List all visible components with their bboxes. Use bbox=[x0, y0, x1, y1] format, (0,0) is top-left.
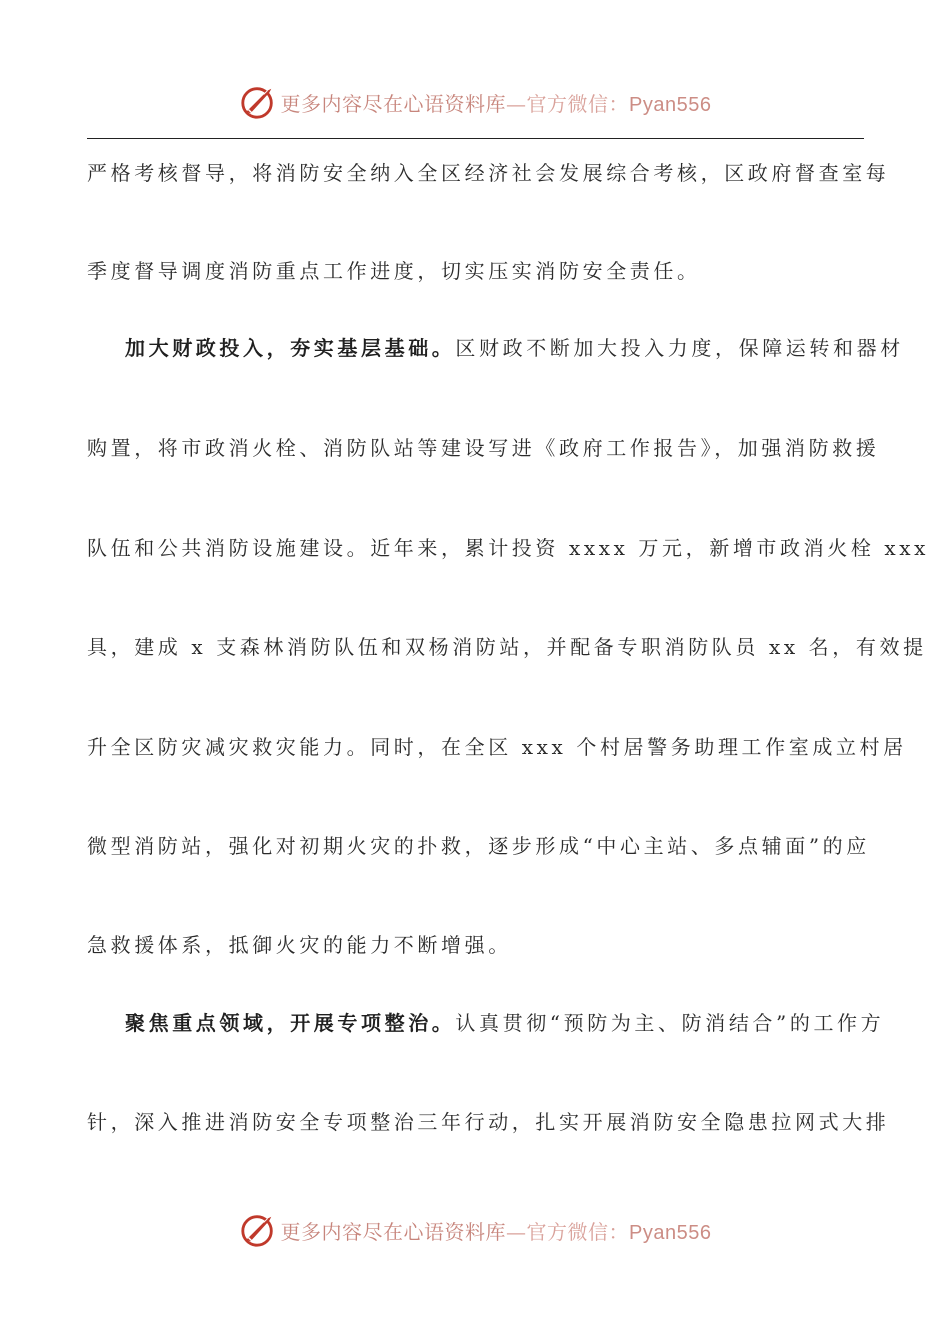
paragraph-2-lead: 加大财政投入，夯实基层基础。 bbox=[125, 336, 456, 360]
paragraph-3-first-line: 聚焦重点领域，开展专项整治。认真贯彻“预防为主、防消结合”的工作方 bbox=[125, 1011, 885, 1035]
header-banner-text: 更多内容尽在心语资料库—官方微信：Pyan556 bbox=[280, 91, 712, 116]
header-banner bbox=[0, 80, 950, 124]
body-line: 针，深入推进消防安全专项整治三年行动，扎实开展消防安全隐患拉网式大排 bbox=[87, 1110, 890, 1134]
footer-banner bbox=[0, 1208, 950, 1252]
quill-logo-icon bbox=[239, 1211, 277, 1249]
footer-banner-text: 更多内容尽在心语资料库—官方微信：Pyan556 bbox=[280, 1219, 712, 1244]
body-line: 季度督导调度消防重点工作进度，切实压实消防安全责任。 bbox=[87, 259, 701, 283]
paragraph-2-first-line: 加大财政投入，夯实基层基础。区财政不断加大投入力度，保障运转和器材 bbox=[125, 336, 904, 360]
body-line: 微型消防站，强化对初期火灾的扑救，逐步形成“中心主站、多点辅面”的应 bbox=[87, 834, 870, 858]
header-rule bbox=[87, 138, 864, 139]
body-line: 严格考核督导，将消防安全纳入全区经济社会发展综合考核，区政府督查室每 bbox=[87, 161, 890, 185]
body-line: 具，建成 x 支森林消防队伍和双杨消防站，并配备专职消防队员 xx 名，有效提 bbox=[87, 635, 927, 659]
quill-logo-icon bbox=[239, 83, 277, 121]
body-line: 队伍和公共消防设施建设。近年来，累计投资 xxxx 万元，新增市政消火栓 xxx bbox=[87, 536, 930, 560]
body-line: 购置，将市政消火栓、消防队站等建设写进《政府工作报告》，加强消防救援 bbox=[87, 436, 880, 460]
body-line: 急救援体系，抵御火灾的能力不断增强。 bbox=[87, 933, 512, 957]
body-line: 升全区防灾减灾救灾能力。同时，在全区 xxx 个村居警务助理工作室成立村居 bbox=[87, 735, 907, 759]
paragraph-3-lead: 聚焦重点领域，开展专项整治。 bbox=[125, 1011, 456, 1035]
